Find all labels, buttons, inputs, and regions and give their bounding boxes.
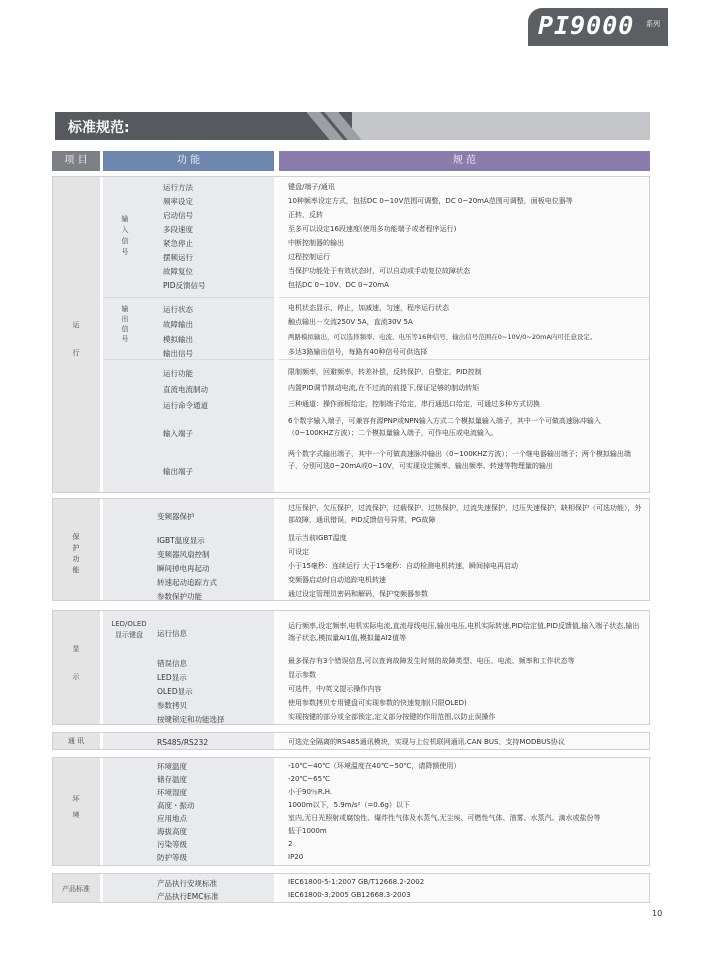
category-env: 环 境 (72, 795, 80, 819)
function-label: 错误信息 (157, 659, 187, 668)
spec-text: 键盘/端子/通讯 (288, 183, 335, 191)
function-label: 海拔高度 (157, 827, 187, 836)
spec-text: IEC61800-3:2005 GB12668.3-2003 (288, 891, 411, 899)
subcategory-keypad: LED/OLED 显示键盘 (111, 620, 147, 639)
spec-text: 运行频率,设定频率,电机实际电流,直流母线电压,输出电压,电机实际转速,PID给定值,PID反馈值,输入端子状态,输出端子状态,模拟量AI1值,模拟量AI2值等 (288, 622, 640, 642)
function-label: 高度・振动 (157, 801, 195, 810)
category-display: 显 示 (72, 645, 80, 681)
spec-text: 过压保护、欠压保护，过流保护，过载保护，过热保护，过流失速保护，过压失速保护，缺相保护（可选功能），外部故障，通讯错误，PID反馈信号异常，PG故障 (288, 504, 642, 524)
spec-text: 两个数字式输出端子，其中一个可做高速脉冲输出（0~100KHZ方波）；一个继电器输出端子；两个模拟输出端子，分别可选0~20mA或0~10V，可实现设定频率、输出频率、转速等物理量的输出 (288, 450, 631, 470)
spec-text: 实现按键的部分或全部锁定,定义部分按键的作用范围,以防止误操作 (288, 713, 496, 721)
function-label: 故障复位 (163, 267, 193, 276)
section-title: 标准规范: (68, 120, 130, 136)
function-label: 产品执行EMC标准 (157, 892, 219, 901)
spec-text: 多达3路输出信号，每路有40种信号可供选择 (288, 348, 428, 356)
spec-text: 变频器启动时自动追踪电机转速 (288, 576, 386, 584)
function-label: 直流电流制动 (163, 385, 208, 394)
category-protect: 保 护 功 能 (72, 533, 80, 574)
spec-text: IP20 (288, 853, 304, 861)
function-label: 运行命令通道 (163, 401, 208, 410)
title-banner-tail (352, 112, 650, 140)
spec-text: 使用参数拷贝专用键盘可实现参数的快速复制(只限OLED) (288, 699, 467, 707)
logo-text: PI9000 (538, 11, 635, 40)
function-label: 储存温度 (157, 775, 187, 784)
function-label: 输出端子 (163, 467, 193, 476)
category-run: 运 行 (72, 321, 80, 357)
function-label: 转速起动追踪方式 (157, 578, 217, 587)
spec-text: 低于1000m (288, 827, 327, 835)
spec-text: 最多保存有3个错误信息,可以查询故障发生时刻的故障类型、电压、电流、频率和工作状态等 (288, 657, 575, 665)
function-label: LED显示 (157, 673, 187, 682)
function-label: 输出信号 (163, 349, 193, 358)
logo-sub: 系列 (646, 20, 660, 28)
spec-text: 包括DC 0~10V、DC 0~20mA (288, 281, 389, 289)
function-label: 参数拷贝 (157, 701, 187, 710)
spec-text: 内置PID调节制动电流,在不过流的前提下,保证足够的制动转矩 (288, 384, 480, 392)
function-label: 运行方法 (163, 183, 193, 192)
spec-text: 6个数字输入端子，可兼容有源PNP或NPN输入方式二个模拟量输入端子，其中一个可做高速脉冲输入（0~100KHZ方波）；二个模拟量输入端子，可作电压或电流输入。 (288, 417, 601, 437)
spec-text: 可选件，中/英文提示操作内容 (288, 685, 382, 693)
subcategory-output: 输 出 信 号 (121, 305, 129, 343)
function-label: 变频器保护 (157, 512, 195, 521)
function-label: 瞬间掉电再起动 (157, 564, 210, 573)
function-label: 摆频运行 (163, 253, 193, 262)
spec-text: 过程控制运行 (288, 253, 330, 261)
spec-text: 正转、反转 (288, 211, 323, 219)
function-label: 污染等级 (157, 840, 187, 849)
function-label: 输入端子 (163, 429, 193, 438)
category-standard: 产品标准 (62, 885, 90, 893)
spec-text: 通过设定管理员密码和解码，保护变频器参数 (288, 590, 428, 598)
function-label: 启动信号 (163, 211, 193, 220)
spec-text: 电机状态显示，停止，加减速，匀速，程序运行状态 (288, 304, 449, 312)
function-label: 应用地点 (157, 814, 187, 823)
function-label: 频率设定 (163, 197, 193, 206)
spec-text: 2 (288, 840, 293, 848)
spec-text: 显示当前IGBT温度 (288, 534, 347, 542)
function-label: 按键锁定和功能选择 (157, 715, 225, 724)
spec-text: 10种频率设定方式，包括DC 0~10V范围可调整，DC 0~20mA范围可调整，面板电位器等 (288, 197, 573, 205)
function-label: 紧急停止 (163, 239, 193, 248)
function-label: IGBT温度显示 (157, 536, 205, 545)
spec-text: 可选完全隔离的RS485通讯模块，实现与上位机联网通讯.CAN BUS、支持MODBUS协议 (288, 738, 565, 746)
spec-text: 显示参数 (288, 671, 316, 679)
spec-text: 小于90％R.H. (288, 788, 333, 796)
function-label: OLED显示 (157, 687, 193, 696)
spec-text: 触点输出－交流250V 5A，直流30V 5A (288, 318, 413, 326)
function-label: 运行状态 (163, 305, 193, 314)
spec-text: 三种通道：操作面板给定，控制端子给定，串行通迅口给定，可通过多种方式切换 (288, 400, 540, 408)
spec-text: 两路模拟输出，可以选择频率、电流、电压等16种信号，输出信号范围在0~10V/0~20mA内可任意设定。 (288, 333, 597, 341)
function-label: 故障输出 (163, 320, 193, 329)
spec-text: 室内,无日光照射或腐蚀性、爆炸性气体及水蒸气,无尘埃、可燃性气体、油雾、水蒸汽、滴水或盐份等 (288, 814, 601, 822)
header-function: 功 能 (103, 151, 274, 171)
subcategory-input: 输 入 信 号 (121, 215, 129, 256)
function-label: 环境湿度 (157, 788, 187, 797)
function-label: 环境温度 (157, 762, 187, 771)
header-item: 项 目 (52, 151, 100, 171)
spec-text: 小于15毫秒：连续运行 大于15毫秒：自动检测电机转速，瞬间掉电再启动 (288, 562, 519, 570)
spec-text: 1000m以下，5.9m/s²（=0.6g）以下 (288, 801, 410, 809)
function-label: 产品执行安规标准 (157, 879, 217, 888)
page-number: 10 (652, 909, 663, 918)
spec-text: 可设定 (288, 548, 309, 556)
spec-text: 限制频率，回避频率，转差补偿，反转保护，自整定，PID控制 (288, 368, 482, 376)
spec-text: IEC61800-5-1:2007 GB/T12668.2-2002 (288, 878, 425, 886)
function-label: 运行功能 (163, 369, 193, 378)
function-label: RS485/RS232 (157, 738, 209, 747)
function-label: 参数保护功能 (157, 592, 202, 601)
function-label: 防护等级 (157, 853, 187, 862)
brand-logo (528, 8, 668, 46)
function-label: 多段速度 (163, 225, 193, 234)
category-comm: 通 讯 (67, 737, 85, 745)
function-label: 模拟输出 (163, 335, 193, 344)
function-label: 变频器风扇控制 (157, 550, 210, 559)
function-label: 运行信息 (157, 629, 187, 638)
spec-text: 中断控制器的输出 (288, 239, 344, 247)
spec-text: -20℃~65℃ (288, 775, 330, 783)
header-spec: 规 范 (279, 151, 650, 171)
spec-text: 当保护功能处于有效状态时，可以自动或手动复位故障状态 (288, 267, 470, 275)
spec-text: 至多可以设定16段速度(使用多功能端子或者程序运行) (288, 225, 457, 233)
spec-text: -10℃~40℃（环境温度在40℃~50℃，请降额使用） (288, 762, 461, 770)
function-label: PID反馈信号 (163, 281, 206, 290)
